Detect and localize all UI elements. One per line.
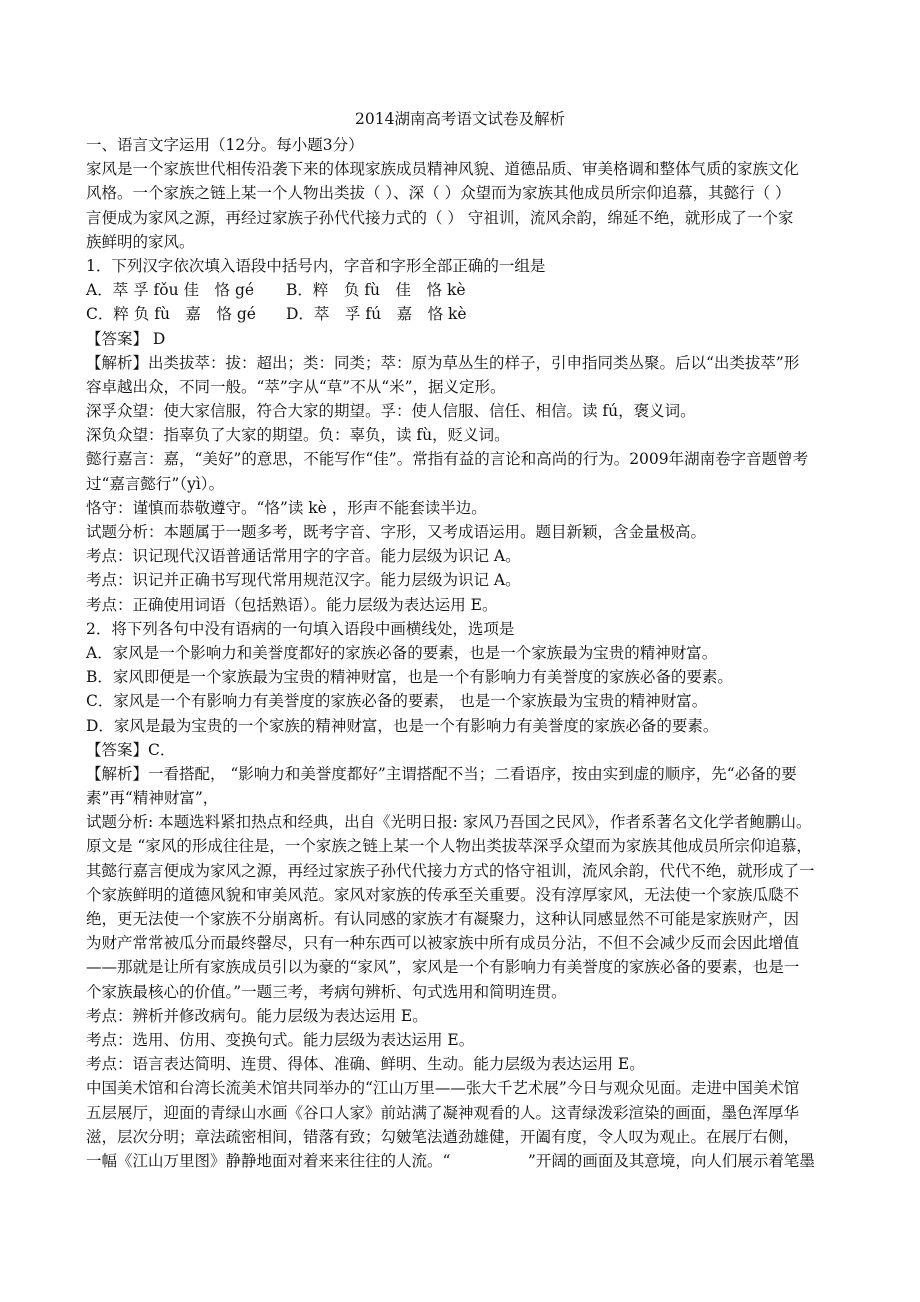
text-line: 风格。一个家族之链上某一个人物出类拔（ ）、深（ ）众望而为家族其他成员所宗仰追慕，其懿行（ ） bbox=[86, 184, 791, 203]
text-line: 考点：正确使用词语（包括熟语）。能力层级为表达运用 E。 bbox=[86, 595, 498, 614]
text-line: 懿行嘉言：嘉，“美好”的意思，不能写作“佳”。常指有益的言论和高尚的行为。2009年湖南卷字音题曾考 bbox=[86, 450, 809, 469]
text-line: 个家族最核心的价值。”一题三考，考病句辨析、句式选用和简明连贯。 bbox=[86, 982, 567, 1001]
text-line: 考点：选用、仿用、变换句式。能力层级为表达运用 E。 bbox=[86, 1030, 475, 1049]
text-line: 滋，层次分明；章法疏密相间，错落有致；勾皴笔法遒劲雄健，开阖有度，令人叹为观止。在展厅右侧， bbox=[86, 1127, 800, 1146]
text-line: A．家风是一个影响力和美誉度都好的家族必备的要素，也是一个家族最为宝贵的精神财富。 bbox=[86, 643, 718, 662]
text-line: C．家风是一个有影响力有美誉度的家族必备的要素， 也是一个家族最为宝贵的精神财富。 bbox=[86, 692, 708, 711]
text-line: 五层展厅，迎面的青绿山水画《谷口人家》前站满了凝神观看的人。这青绿泼彩渲染的画面，墨色浑厚华 bbox=[86, 1103, 800, 1122]
text-line: 考点：语言表达简明、连贯、得体、准确、鲜明、生动。能力层级为表达运用 E。 bbox=[86, 1055, 645, 1074]
text-line: 试题分析：本题属于一题多考，既考字音、字形，又考成语运用。题目新颖，含金量极高。 bbox=[86, 523, 707, 541]
text-line: 考点：识记现代汉语普通话常用字的字音。能力层级为识记 A。 bbox=[86, 547, 521, 566]
text-line: 家风是一个家族世代相传沿袭下来的体现家族成员精神风貌、道德品质、审美格调和整体气质的家族文化 bbox=[86, 160, 800, 179]
text-line: 一、语言文字运用（12分。每小题3分） bbox=[86, 136, 364, 154]
q1-options-row bbox=[86, 278, 838, 302]
text-line: ——那就是让所有家族成员引以为豪的“家风”，家风是一个有影响力有美誉度的家族必备的要素，也是一 bbox=[86, 958, 800, 977]
text-line: 深负众望：指辜负了大家的期望。负：辜负，读 fù，贬义词。 bbox=[86, 426, 510, 445]
text-line: 言便成为家风之源，再经过家族子孙代代接力式的（ ） 守祖训，流风余韵，绵延不绝，就形成了一个家 bbox=[86, 208, 794, 227]
text-line: D．家风是最为宝贵的一个家族的精神财富，也是一个有影响力有美誉度的家族必备的要素。 bbox=[86, 716, 719, 735]
q1-option-b: B．粹 负 fù 佳 恪 kè bbox=[286, 281, 466, 300]
text-line: 【答案】C． bbox=[86, 740, 176, 759]
text-line: 一幅《江山万里图》静静地面对着来来往往的人流。“ ”开阔的画面及其意境，向人们展示着笔墨 bbox=[86, 1151, 815, 1170]
q1-option-c: C．粹 负 fù 嘉 恪 gé bbox=[86, 305, 256, 324]
text-line: 1．下列汉字依次填入语段中括号内，字音和字形全部正确的一组是 bbox=[86, 256, 546, 275]
text-line: 恪守：谨慎而恭敬遵守。“恪”读 kè ，形声不能套读半边。 bbox=[86, 498, 487, 517]
text-line: 深孚众望：使大家信服，符合大家的期望。孚：使人信服、信任、相信。读 fú，褒义词。 bbox=[86, 402, 696, 421]
text-line: 原文是 “家风的形成往往是，一个家族之链上某一个人物出类拔萃深孚众望而为家族其他成员所宗仰追慕， bbox=[86, 837, 812, 856]
q1-option-a: A．萃 孚 fǒu 佳 恪 gé bbox=[86, 281, 255, 300]
text-line: 试题分析: 本题选料紧扣热点和经典，出自《光明日报: 家风乃吾国之民风》，作者系著名文化学者鲍鹏山。 bbox=[86, 813, 812, 832]
q1-option-d: D．萃 孚 fú 嘉 恪 kè bbox=[286, 305, 467, 324]
text-line: 绝，更无法使一个家族不分崩离析。有认同感的家族才有凝聚力，这种认同感显然不可能是家族财产，因 bbox=[86, 910, 800, 928]
text-line: 素”再“精神财富”， bbox=[86, 789, 219, 808]
text-line: 考点：辨析并修改病句。能力层级为表达运用 E。 bbox=[86, 1006, 428, 1025]
text-line: 考点：识记并正确书写现代常用规范汉字。能力层级为识记 A。 bbox=[86, 571, 521, 590]
text-line: 过“嘉言懿行”（yì）。 bbox=[86, 474, 225, 493]
document-title: 2014湖南高考语文试卷及解析 bbox=[355, 110, 565, 128]
text-line: B．家风即便是一个家族最为宝贵的精神财富，也是一个有影响力有美誉度的家族必备的要素。 bbox=[86, 668, 733, 687]
document-body bbox=[86, 133, 838, 1173]
text-line: 中国美术馆和台湾长流美术馆共同举办的“江山万里——张大千艺术展”今日与观众见面。走进中国美术馆 bbox=[86, 1079, 800, 1098]
text-line: 个家族鲜明的道德风貌和审美风范。家风对家族的传承至关重要。没有淳厚家风，无法使一个家族瓜瓞不 bbox=[86, 885, 800, 904]
text-line: 【答案】 D bbox=[86, 329, 166, 348]
q1-options-row bbox=[86, 302, 838, 326]
text-line: 容卓越出众，不同一般。“萃”字从“草”不从“米”，据义定形。 bbox=[86, 377, 506, 396]
text-line: 为财产常常被瓜分而最终罄尽，只有一种东西可以被家族中所有成员分沾，不但不会减少反而会因此增值 bbox=[86, 934, 800, 953]
text-line: 2．将下列各句中没有语病的一句填入语段中画横线处，选项是 bbox=[86, 619, 515, 638]
text-line: 【解析】一看搭配， “影响力和美誉度都好”主谓搭配不当；二看语序，按由实到虚的顺序，先“必备的要 bbox=[86, 764, 797, 783]
text-line: 【解析】出类拔萃：拔：超出；类：同类；萃：原为草丛生的样子，引申指同类丛聚。后以“出类拔萃”形 bbox=[86, 353, 800, 372]
text-line: 其懿行嘉言便成为家风之源，再经过家族子孙代代接力方式的恪守祖训，流风余韵，代代不绝，就形成了一 bbox=[86, 861, 815, 880]
text-line: 族鲜明的家风。 bbox=[86, 232, 195, 251]
